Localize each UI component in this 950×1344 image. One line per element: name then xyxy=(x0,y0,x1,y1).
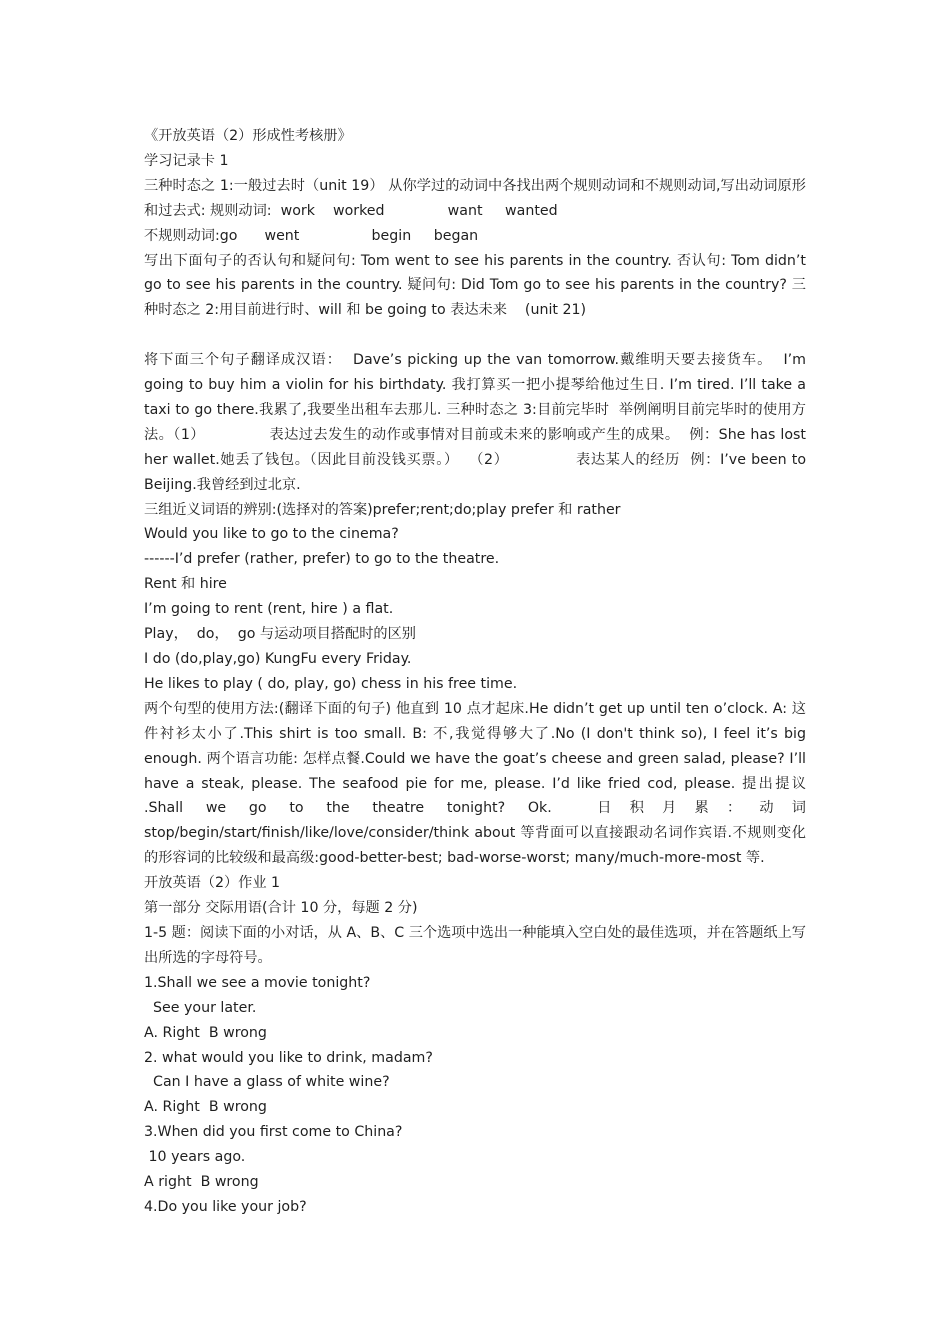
options: A. Right B wrong xyxy=(144,1099,267,1116)
paragraph: I’m going to rent (rent, hire ) a flat. xyxy=(144,601,394,618)
options: A. Right B wrong xyxy=(144,1024,267,1041)
document-page xyxy=(144,124,811,1220)
paragraph: Would you like to go to the cinema? xyxy=(144,526,399,543)
book-title: 《开放英语（2）形成性考核册》 xyxy=(144,128,352,144)
paragraph: He likes to play ( do, play, go) chess in his free time. xyxy=(144,675,518,692)
paragraph: Play， do， go 与运动项目搭配时的区别 xyxy=(144,626,416,643)
question: 1.Shall we see a movie tonight? xyxy=(144,974,371,991)
section-heading: 学习记录卡 1 xyxy=(144,152,229,169)
question: 2. what would you like to drink, madam? xyxy=(144,1049,433,1066)
paragraph: 三种时态之 1:一般过去时（unit 19） 从你学过的动词中各找出两个规则动词和不规则动词,写出动词原形和过去式: 规则动词: work worked want wanted xyxy=(144,177,806,219)
question: 4.Do you like your job? xyxy=(144,1198,307,1215)
paragraph: 三组近义词语的辨别:(选择对的答案)prefer;rent;do;play prefer 和 rather xyxy=(144,501,621,518)
instructions: 1-5 题：阅读下面的小对话，从 A、B、C 三个选项中选出一种能填入空白处的最佳选项，并在答题纸上写出所选的字母符号。 xyxy=(144,924,806,966)
paragraph: I do (do,play,go) KungFu every Friday. xyxy=(144,651,412,668)
answer-line: Can I have a glass of white wine? xyxy=(144,1074,390,1091)
question: 3.When did you first come to China? xyxy=(144,1124,403,1141)
paragraph: Rent 和 hire xyxy=(144,576,227,593)
paragraph: 两个句型的使用方法:(翻译下面的句子) 他直到 10 点才起床.He didn’t get up until ten o’clock. A: 这件衬衫太小了.This shirt is too small. B: 不,我觉得够大了.No (I don't think so), I feel it’s big enough. 两个语言功能: 怎样点餐.Could we have the goat’s cheese and green salad, please? I’ll have a steak, please. The seafood pie for me, please. I’d like fried cod, please. 提出提议 .Shall we go to the theatre tonight? Ok. 日积月累：动词 stop/begin/start/finish/like/love/consider/think about 等背面可以直接跟动名词作宾语.不规则变化的形容词的比较级和最高级:good-better-best; bad-worse-worst; many/much-more-most 等. xyxy=(144,700,811,867)
section-heading: 第一部分 交际用语(合计 10 分，每题 2 分) xyxy=(144,900,418,917)
answer-line: See your later. xyxy=(144,999,257,1016)
answer-line: 10 years ago. xyxy=(144,1149,246,1166)
section-heading: 开放英语（2）作业 1 xyxy=(144,875,281,892)
blank-line xyxy=(144,323,806,348)
paragraph: 不规则动词:go went begin began xyxy=(144,227,479,244)
paragraph: 将下面三个句子翻译成汉语： Dave’s picking up the van tomorrow.戴维明天要去接货车。 I’m going to buy him a violin for his birthdaty. 我打算买一把小提琴给他过生日. I’m tired. I’ll take a taxi to go there.我累了,我要坐出租车去那儿. 三种时态之 3:目前完毕时 举例阐明目前完毕时的使用方法。（1） 表达过去发生的动作或事情对目前或未来的影响或产生的成果。 例：She has lost her wallet.她丢了钱包。（因此目前没钱买票。） （2） 表达某人的经历 例：I’ve been to Beijing.我曾经到过北京. xyxy=(144,352,811,493)
paragraph: ------I’d prefer (rather, prefer) to go to the theatre. xyxy=(144,551,500,568)
options: A right B wrong xyxy=(144,1174,259,1191)
paragraph: 写出下面句子的否认句和疑问句: Tom went to see his parents in the country. 否认句: Tom didn’t go to see his parents in the country. 疑问句: Did Tom go to see his parents in the country? 三种时态之 2:用目前进行时、will 和 be going to 表达未来 (unit 21) xyxy=(144,252,811,319)
